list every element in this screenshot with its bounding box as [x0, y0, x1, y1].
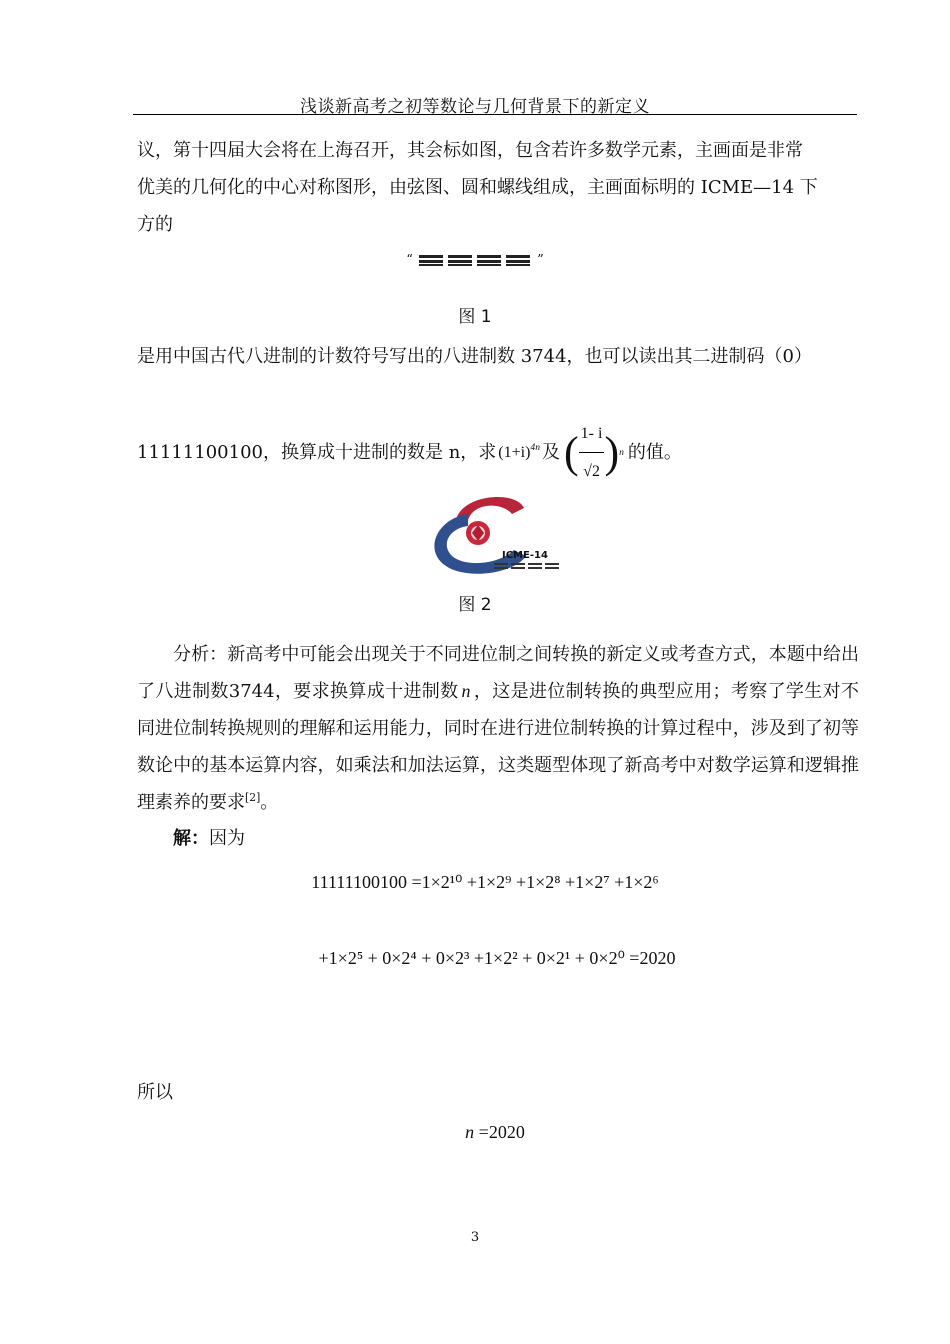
header-rule — [133, 114, 857, 115]
quote-open: “ — [406, 252, 413, 268]
figure-1 — [0, 252, 950, 268]
intro-paragraph — [137, 132, 859, 243]
equation-3-value: =2020 — [474, 1122, 525, 1142]
question-text-pre: 11111100100，换算成十进制的数是 n，求 — [137, 442, 497, 463]
equation-1: 11111100100 =1×2¹⁰ +1×2⁹ +1×2⁸ +1×2⁷ +1×2⁶ — [311, 872, 659, 892]
page-number: 3 — [470, 1230, 480, 1245]
analysis-text-2: ，这是进位制转换的典型应用；考察了学生对不同进位制转换规则的理解和运用能力，同时在进行进位制转换的计算过程中，涉及到了初等数论中的基本运算内容，如乘法和加法运算，这类题型体现了新高考中对数学运算和逻辑推理素养的要求 — [137, 681, 859, 813]
citation-ref: [2] — [245, 791, 261, 804]
expression-2-numerator: 1- i — [579, 415, 605, 453]
figure-1-caption: 图 1 — [458, 307, 492, 327]
intro-line-3: 方的 — [137, 214, 173, 235]
quote-close: ” — [537, 252, 544, 268]
question-text-post: 的值。 — [627, 442, 682, 463]
equation-3-variable: n — [465, 1122, 475, 1142]
question-paragraph — [137, 415, 859, 490]
solution-text: 因为 — [209, 828, 245, 849]
header-title: 浅谈新高考之初等数论与几何背景下的新定义 — [300, 97, 650, 117]
expression-1-base: (1+i) — [498, 444, 531, 461]
therefore-label: 所以 — [137, 1082, 173, 1103]
equation-2: +1×2⁵ + 0×2⁴ + 0×2³ +1×2² + 0×2¹ + 0×2⁰ =2020 — [318, 948, 676, 968]
logo-text: ICME-14 — [502, 550, 548, 561]
analysis-paragraph — [137, 636, 859, 821]
analysis-end: 。 — [260, 792, 279, 813]
expression-2-fraction — [579, 415, 605, 490]
solution-line — [137, 820, 859, 857]
analysis-text: 分析：新高考中可能会出现关于不同进位制之间转换的新定义或考查方式，本题中给出了八进制数3744，要求换算成十进制数 — [137, 644, 859, 702]
octal-paragraph: 是用中国古代八进制的计数符号写出的八进制数 3744，也可以读出其二进制码（0） — [137, 346, 812, 367]
equation-3 — [20, 1122, 950, 1143]
expression-1-exponent: 4n — [530, 442, 541, 453]
expression-2: ( $\frac{1- i}{√2}$ ) n — [564, 415, 624, 490]
octal-counting-rods-image — [417, 252, 533, 268]
icme-logo-image — [428, 488, 568, 578]
figure-2-caption: 图 2 — [458, 595, 492, 615]
analysis-variable: n — [461, 681, 471, 701]
expression-2-denominator: √2 — [583, 463, 600, 480]
intro-line-1: 议，第十四届大会将在上海召开，其会标如图，包含若许多数学元素，主画面是非常 — [137, 140, 803, 161]
solution-label: 解： — [173, 828, 209, 849]
question-text-mid: 及 — [542, 442, 561, 463]
intro-line-2: 优美的几何化的中心对称图形，由弦图、圆和螺线组成，主画面标明的 ICME—14 下 — [137, 177, 818, 198]
expression-1 — [498, 434, 540, 471]
